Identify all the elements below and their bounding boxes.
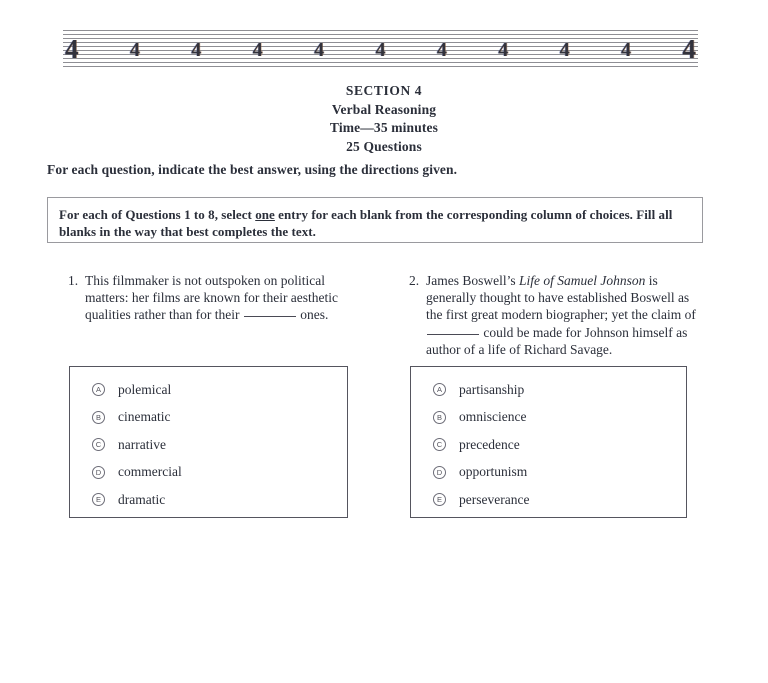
choice-label: commercial (118, 464, 182, 480)
answer-choices-question-2 (410, 366, 687, 518)
section-heading (0, 82, 768, 156)
choice-label: cinematic (118, 409, 171, 425)
question-1-text-after: ones. (296, 307, 329, 323)
choice-bubble-icon[interactable]: E (92, 493, 105, 506)
choice-bubble-icon[interactable]: C (433, 438, 446, 451)
choice-label: precedence (459, 436, 520, 452)
section-question-count: 25 Questions (346, 138, 422, 154)
choice-bubble-icon[interactable]: A (92, 383, 105, 396)
band-digit-icon: 4 (682, 33, 696, 64)
section-time-limit: Time—35 minutes (329, 120, 439, 135)
directions-emphasis-word: one (255, 207, 275, 222)
directions-box (47, 197, 703, 243)
choice-label: opportunism (459, 464, 528, 480)
choice-bubble-icon[interactable]: D (433, 466, 446, 479)
question-1-text (85, 272, 368, 324)
question-2-blank[interactable] (427, 334, 479, 335)
band-digit-icon: 4 (65, 33, 79, 64)
band-digit-icon: 4 (621, 39, 632, 61)
choice-label: perseverance (459, 491, 530, 507)
choice-label: partisanship (459, 381, 525, 397)
band-digit-icon: 4 (129, 39, 140, 61)
choice-label: dramatic (118, 491, 166, 507)
band-digit-icon: 4 (559, 39, 570, 61)
directions-text-part1: For each of Questions 1 to 8, select (59, 207, 256, 222)
question-column-left (68, 272, 368, 324)
choice-bubble-icon[interactable]: A (433, 383, 446, 396)
section-subject: Verbal Reasoning (331, 101, 437, 117)
choice-option[interactable] (92, 486, 347, 514)
question-1-number: 1. (68, 273, 79, 288)
choice-label: omniscience (459, 409, 527, 425)
choice-bubble-icon[interactable]: E (433, 493, 446, 506)
choice-bubble-icon[interactable]: B (433, 411, 446, 424)
general-directions-line: For each question, indicate the best answer, using the directions given. (47, 162, 458, 177)
choice-option[interactable] (433, 486, 686, 514)
question-1-blank[interactable] (244, 316, 296, 317)
question-2-text (426, 272, 709, 358)
band-digit-icon: 4 (314, 39, 325, 61)
band-digit-icon: 4 (252, 39, 263, 61)
section-title: SECTION 4 (345, 83, 423, 98)
choice-bubble-icon[interactable]: B (92, 411, 105, 424)
question-2 (409, 272, 709, 358)
header-band-digits (63, 30, 698, 70)
question-1 (68, 272, 368, 324)
choice-option[interactable] (92, 404, 347, 432)
choice-option[interactable] (92, 459, 347, 487)
choice-bubble-icon[interactable]: D (92, 466, 105, 479)
question-2-text-after: could be made for Johnson himself as author of a life of Richard Savage. (426, 324, 688, 357)
question-2-italic-title: Life of Samuel Johnson (519, 273, 646, 288)
band-digit-icon: 4 (375, 39, 386, 61)
question-column-right (409, 272, 709, 358)
question-2-number: 2. (409, 273, 420, 288)
directions-paragraph (59, 207, 691, 240)
choice-option[interactable] (433, 376, 686, 404)
choice-label: narrative (118, 436, 166, 452)
choice-option[interactable] (433, 431, 686, 459)
question-2-text-before: is generally thought to have established Boswell as the first great modern biographer; yet the claim of (426, 273, 696, 323)
choice-option[interactable] (433, 404, 686, 432)
choice-option[interactable] (92, 376, 347, 404)
choice-option[interactable] (92, 431, 347, 459)
choice-option[interactable] (433, 459, 686, 487)
band-digit-icon: 4 (498, 39, 509, 61)
directions-text-part2: entry for each blank from the corresponding column of choices. Fill all blanks in the way that best completes the text. (59, 207, 673, 239)
choice-label: polemical (118, 381, 172, 397)
choice-bubble-icon[interactable]: C (92, 438, 105, 451)
band-digit-icon: 4 (191, 39, 202, 61)
question-1-text-before: This filmmaker is not outspoken on political matters: her films are known for their aesthetic qualities rather than for their (85, 273, 339, 323)
question-2-text-lead: James Boswell’s (426, 273, 519, 288)
band-digit-icon: 4 (436, 39, 447, 61)
answer-choices-question-1 (69, 366, 348, 518)
